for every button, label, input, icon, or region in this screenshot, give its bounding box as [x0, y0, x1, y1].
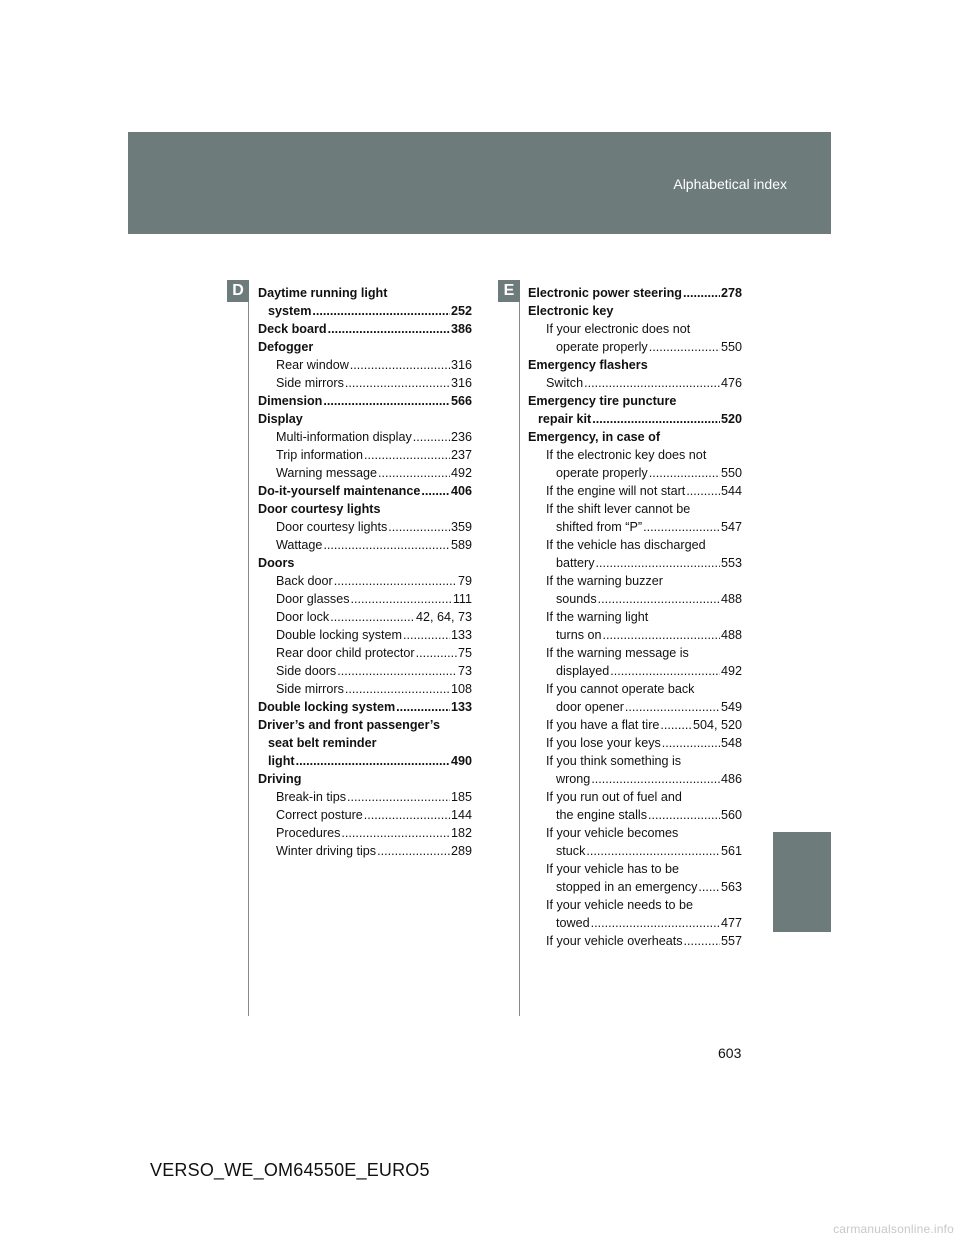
- entry-term: Rear window: [276, 358, 349, 372]
- entry-page: 560: [720, 808, 742, 822]
- index-entry: [528, 806, 742, 824]
- entry-term: operate properly: [556, 466, 648, 480]
- index-entry: [528, 662, 742, 680]
- entry-page: 490: [450, 754, 472, 768]
- entry-term: Back door: [276, 574, 333, 588]
- index-entry: [528, 284, 742, 302]
- section-letter-e: E: [498, 280, 520, 302]
- entry-page: 237: [450, 448, 472, 462]
- dot-leader: [598, 590, 720, 608]
- index-entry: [528, 590, 742, 608]
- entry-page: 504, 520: [692, 718, 742, 732]
- entry-term: If your vehicle has to be: [546, 862, 680, 876]
- index-entry: [528, 644, 742, 662]
- dot-leader: [649, 338, 720, 356]
- dot-leader: [662, 734, 720, 752]
- entry-page: 316: [450, 358, 472, 372]
- entry-page: 185: [450, 790, 472, 804]
- entry-term: Daytime running light: [258, 286, 388, 300]
- section-title: Alphabetical index: [673, 176, 787, 192]
- index-entry: [258, 374, 472, 392]
- entry-page: 557: [720, 934, 742, 948]
- section-letter-d: D: [227, 280, 249, 302]
- index-entry: [528, 680, 742, 698]
- index-entry: [528, 338, 742, 356]
- dot-leader: [660, 716, 692, 734]
- entry-page: 550: [720, 466, 742, 480]
- entry-page: 553: [720, 556, 742, 570]
- index-entry: [258, 734, 472, 752]
- entry-term: If the electronic key does not: [546, 448, 707, 462]
- entry-term: Door courtesy lights: [276, 520, 388, 534]
- entry-term: door opener: [556, 700, 624, 714]
- index-entry: [258, 752, 472, 770]
- entry-term: If you run out of fuel and: [546, 790, 682, 804]
- index-entry: [258, 770, 472, 788]
- index-entry: [258, 590, 472, 608]
- column-divider-left: [248, 280, 249, 1016]
- entry-term: Wattage: [276, 538, 323, 552]
- index-entry: [528, 446, 742, 464]
- index-entry: [258, 356, 472, 374]
- entry-term: Side mirrors: [276, 376, 344, 390]
- dot-leader: [341, 824, 450, 842]
- entry-term: light: [268, 754, 295, 768]
- dot-leader: [364, 446, 450, 464]
- index-entry: [258, 842, 472, 860]
- dot-leader: [610, 662, 720, 680]
- entry-term: Winter driving tips: [276, 844, 377, 858]
- entry-page: 563: [720, 880, 742, 894]
- entry-page: 550: [720, 340, 742, 354]
- entry-term: Trip information: [276, 448, 364, 462]
- entry-term: If the engine will not start: [546, 484, 686, 498]
- entry-term: Double locking system: [276, 628, 402, 642]
- entry-term: sounds: [556, 592, 597, 606]
- entry-term: turns on: [556, 628, 602, 642]
- dot-leader: [347, 788, 450, 806]
- index-entry: [258, 284, 472, 302]
- entry-page: 73: [457, 664, 472, 678]
- dot-leader: [416, 644, 457, 662]
- index-entry: [528, 932, 742, 950]
- dot-leader: [586, 842, 720, 860]
- entry-term: displayed: [556, 664, 610, 678]
- index-entry: [528, 302, 742, 320]
- entry-term: Break-in tips: [276, 790, 346, 804]
- entry-term: If the warning message is: [546, 646, 689, 660]
- dot-leader: [403, 626, 450, 644]
- entry-page: 386: [450, 322, 472, 336]
- entry-term: Rear door child protector: [276, 646, 415, 660]
- dot-leader: [330, 608, 415, 626]
- entry-term: Emergency tire puncture: [528, 394, 677, 408]
- entry-term: If the warning buzzer: [546, 574, 663, 588]
- entry-term: If you cannot operate back: [546, 682, 695, 696]
- index-column-d: [258, 284, 472, 860]
- entry-term: If you have a flat tire: [546, 718, 660, 732]
- index-entry: [528, 734, 742, 752]
- index-entry: [258, 464, 472, 482]
- index-entry: [528, 842, 742, 860]
- index-entry: [258, 788, 472, 806]
- entry-term: wrong: [556, 772, 591, 786]
- entry-page: 589: [450, 538, 472, 552]
- index-entry: [258, 518, 472, 536]
- index-entry: [528, 410, 742, 428]
- dot-leader: [328, 320, 450, 338]
- dot-leader: [378, 464, 450, 482]
- index-entry: [258, 446, 472, 464]
- index-entry: [258, 644, 472, 662]
- index-entry: [258, 698, 472, 716]
- dot-leader: [684, 932, 720, 950]
- index-entry: [528, 788, 742, 806]
- entry-page: 79: [457, 574, 472, 588]
- entry-page: 486: [720, 772, 742, 786]
- entry-page: 182: [450, 826, 472, 840]
- entry-page: 42, 64, 73: [415, 610, 472, 624]
- entry-page: 316: [450, 376, 472, 390]
- index-entry: [258, 392, 472, 410]
- entry-page: 492: [720, 664, 742, 678]
- dot-leader: [591, 770, 720, 788]
- thumb-index-tab: [773, 832, 831, 932]
- index-entry: [258, 536, 472, 554]
- entry-term: Driver’s and front passenger’s: [258, 718, 440, 732]
- entry-term: repair kit: [538, 412, 592, 426]
- entry-term: If your vehicle needs to be: [546, 898, 694, 912]
- index-entry: [528, 464, 742, 482]
- dot-leader: [625, 698, 720, 716]
- entry-term: stuck: [556, 844, 586, 858]
- entry-page: 544: [720, 484, 742, 498]
- header-band: [128, 132, 831, 234]
- index-entry: [528, 860, 742, 878]
- page-number: 603: [718, 1045, 742, 1061]
- entry-term: Display: [258, 412, 303, 426]
- entry-term: Multi-information display: [276, 430, 412, 444]
- entry-term: If your vehicle becomes: [546, 826, 679, 840]
- index-entry: [528, 770, 742, 788]
- index-entry: [528, 374, 742, 392]
- index-entry: [528, 752, 742, 770]
- index-entry: [528, 824, 742, 842]
- dot-leader: [334, 572, 457, 590]
- index-entry: [258, 554, 472, 572]
- entry-page: 549: [720, 700, 742, 714]
- watermark: carmanualsonline.info: [833, 1222, 954, 1236]
- dot-leader: [584, 374, 720, 392]
- index-entry: [528, 554, 742, 572]
- index-entry: [528, 536, 742, 554]
- index-entry: [258, 626, 472, 644]
- index-entry: [258, 302, 472, 320]
- dot-leader: [337, 662, 457, 680]
- entry-term: system: [268, 304, 312, 318]
- index-entry: [258, 716, 472, 734]
- entry-term: Side doors: [276, 664, 337, 678]
- column-divider-middle: [519, 280, 520, 1016]
- index-entry: [528, 428, 742, 446]
- index-entry: [258, 824, 472, 842]
- entry-term: Side mirrors: [276, 682, 344, 696]
- index-entry: [528, 914, 742, 932]
- entry-page: 488: [720, 628, 742, 642]
- index-entry: [258, 500, 472, 518]
- entry-term: seat belt reminder: [268, 736, 377, 750]
- entry-page: 133: [450, 628, 472, 642]
- dot-leader: [648, 806, 720, 824]
- entry-page: 252: [450, 304, 472, 318]
- entry-term: Door lock: [276, 610, 330, 624]
- entry-page: 488: [720, 592, 742, 606]
- entry-page: 133: [450, 700, 472, 714]
- entry-term: Warning message: [276, 466, 378, 480]
- dot-leader: [591, 914, 720, 932]
- entry-page: 520: [720, 412, 742, 426]
- dot-leader: [649, 464, 720, 482]
- index-entry: [258, 410, 472, 428]
- index-entry: [528, 698, 742, 716]
- dot-leader: [396, 698, 450, 716]
- dot-leader: [686, 482, 720, 500]
- entry-term: Doors: [258, 556, 295, 570]
- entry-page: 111: [452, 592, 472, 606]
- index-entry: [258, 320, 472, 338]
- entry-term: If the warning light: [546, 610, 649, 624]
- entry-term: Dimension: [258, 394, 323, 408]
- entry-page: 566: [450, 394, 472, 408]
- entry-term: shifted from “P”: [556, 520, 643, 534]
- dot-leader: [596, 554, 720, 572]
- entry-page: 236: [450, 430, 472, 444]
- entry-term: Driving: [258, 772, 302, 786]
- entry-term: If your electronic does not: [546, 322, 691, 336]
- index-entry: [528, 356, 742, 374]
- entry-term: If your vehicle overheats: [546, 934, 683, 948]
- index-entry: [258, 572, 472, 590]
- dot-leader: [296, 752, 450, 770]
- index-entry: [528, 320, 742, 338]
- index-entry: [258, 806, 472, 824]
- index-entry: [528, 626, 742, 644]
- dot-leader: [345, 680, 450, 698]
- index-entry: [528, 896, 742, 914]
- index-entry: [258, 680, 472, 698]
- entry-page: 492: [450, 466, 472, 480]
- entry-page: 547: [720, 520, 742, 534]
- index-entry: [528, 500, 742, 518]
- dot-leader: [421, 482, 450, 500]
- dot-leader: [698, 878, 720, 896]
- entry-term: Double locking system: [258, 700, 396, 714]
- dot-leader: [364, 806, 450, 824]
- dot-leader: [345, 374, 450, 392]
- entry-term: Switch: [546, 376, 584, 390]
- entry-term: Defogger: [258, 340, 314, 354]
- dot-leader: [312, 302, 450, 320]
- entry-page: 278: [720, 286, 742, 300]
- entry-page: 548: [720, 736, 742, 750]
- entry-term: Door courtesy lights: [258, 502, 381, 516]
- index-entry: [258, 338, 472, 356]
- dot-leader: [592, 410, 720, 428]
- entry-term: Electronic power steering: [528, 286, 682, 300]
- entry-page: 144: [450, 808, 472, 822]
- entry-term: battery: [556, 556, 595, 570]
- entry-page: 359: [450, 520, 472, 534]
- index-entry: [258, 608, 472, 626]
- document-code: VERSO_WE_OM64550E_EURO5: [150, 1160, 430, 1180]
- entry-term: If you think something is: [546, 754, 682, 768]
- entry-term: Correct posture: [276, 808, 363, 822]
- entry-page: 289: [450, 844, 472, 858]
- index-entry: [258, 482, 472, 500]
- index-entry: [258, 428, 472, 446]
- entry-page: 477: [720, 916, 742, 930]
- entry-term: Door glasses: [276, 592, 350, 606]
- index-entry: [528, 572, 742, 590]
- dot-leader: [350, 356, 450, 374]
- entry-page: 406: [450, 484, 472, 498]
- entry-page: 108: [450, 682, 472, 696]
- entry-page: 75: [457, 646, 472, 660]
- dot-leader: [351, 590, 452, 608]
- index-column-e: [528, 284, 742, 950]
- dot-leader: [323, 536, 450, 554]
- entry-term: Do-it-yourself maintenance: [258, 484, 421, 498]
- index-entry: [528, 392, 742, 410]
- entry-term: If the shift lever cannot be: [546, 502, 691, 516]
- entry-term: If you lose your keys: [546, 736, 661, 750]
- entry-term: towed: [556, 916, 590, 930]
- dot-leader: [377, 842, 450, 860]
- dot-leader: [603, 626, 720, 644]
- index-entry: [258, 662, 472, 680]
- dot-leader: [323, 392, 450, 410]
- index-entry: [528, 608, 742, 626]
- index-entry: [528, 482, 742, 500]
- entry-term: Electronic key: [528, 304, 614, 318]
- index-entry: [528, 518, 742, 536]
- dot-leader: [388, 518, 450, 536]
- entry-page: 561: [720, 844, 742, 858]
- entry-term: operate properly: [556, 340, 648, 354]
- entry-term: the engine stalls: [556, 808, 648, 822]
- dot-leader: [683, 284, 720, 302]
- entry-term: Emergency flashers: [528, 358, 648, 372]
- entry-term: If the vehicle has discharged: [546, 538, 706, 552]
- dot-leader: [643, 518, 720, 536]
- entry-term: stopped in an emergency: [556, 880, 698, 894]
- entry-page: 476: [720, 376, 742, 390]
- entry-term: Procedures: [276, 826, 341, 840]
- index-entry: [528, 878, 742, 896]
- entry-term: Emergency, in case of: [528, 430, 661, 444]
- entry-term: Deck board: [258, 322, 327, 336]
- dot-leader: [413, 428, 450, 446]
- index-entry: [528, 716, 742, 734]
